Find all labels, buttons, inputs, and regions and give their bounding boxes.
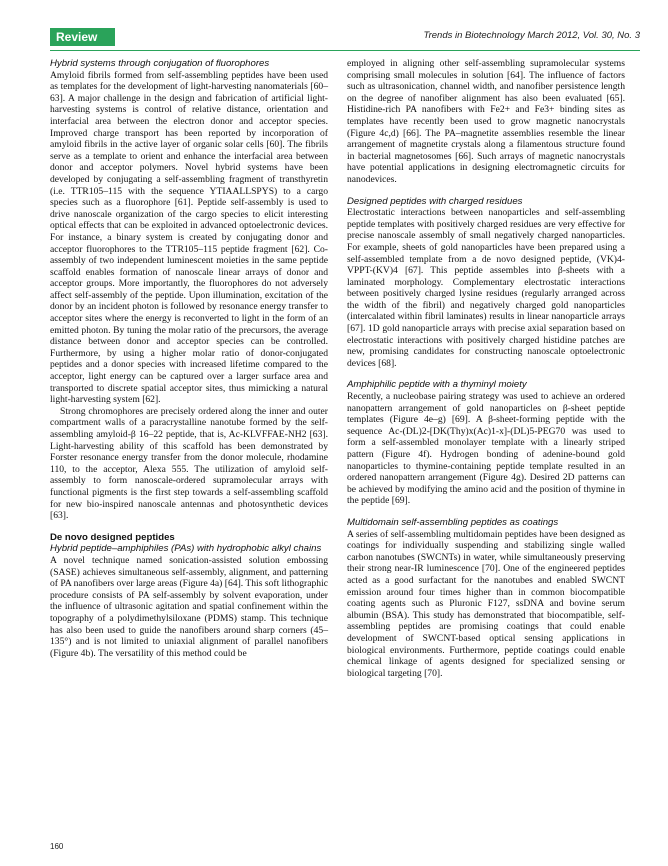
header-rule — [50, 50, 640, 51]
journal-running-head: Trends in Biotechnology March 2012, Vol. 30, No. 3 — [423, 30, 640, 41]
spacer — [347, 507, 625, 517]
paragraph: Recently, a nucleobase pairing strategy was used to achieve an ordered nanopattern arrangement of gold nanoparticles on β-sheet peptide templates (Figure 4e–g) [69]. A β-sheet-forming peptide with the sequence Ac-(DL)2-[DK(Thy)x(Ac)1-x]-(DL)5-PEG70 was used to form a self-assembled monolayer template with a linearly striped pattern (Figure 4f). Hydrogen bonding of adenine-bound gold nanoparticles to thymine-containing peptide template resulted in an ordered nanopattern arrangement (Figure 4g). Desired 2D patterns can be achieved by modifying the amino acid and the position of thymine in the peptide [69]. — [347, 391, 625, 507]
heading-hybrid-pa: Hybrid peptide–amphiphiles (PAs) with hydrophobic alkyl chains — [50, 543, 322, 555]
paragraph: Strong chromophores are precisely ordered along the inner and outer compartment walls of a paracrystalline nanotube formed by the self-assembling amyloid-β 16–22 peptide, that is, Ac-KLVFFAE-NH2 [63]. Light-harvesting ability of this scaffold has been demonstrated by Forster resonance energy transfer from the donor molecule, rhodamine 110, to the acceptor, Alexa 555. The utilization of amyloid self-assembly to form nanoscale-ordered supramolecular arrays with functional pigments is the first step towards a self-assembling scaffold for new bio-inspired nanoscale antennas and photosynthetic devices [63]. — [50, 405, 328, 522]
left-column — [50, 58, 328, 659]
paragraph: Electrostatic interactions between nanoparticles and self-assembling peptide templates with positively charged residues are very effective for precise nanoscale assembly of small negatively charged nanoparticles. For example, sheets of gold nanoparticles have been prepared using a self-assembled template from a de novo designed peptide, (VK)4-VPPT-(KV)4 [67]. This peptide assembles into β-sheets with a laminated morphology. Complementary electrostatic interactions between positively charged lysine residues (regularly arranged across the width of the fibril) and negatively charged gold nanoparticles (intercalated within fibril laminates) results in linear nanoparticle arrays [67]. 1D gold nanoparticle arrays with precise axial separation based on electrostatic interactions with positively charged histidine patches are new, promising candidates for constructing nanoscale optoelectronic devices [68]. — [347, 207, 625, 369]
paragraph: A series of self-assembling multidomain peptides have been designed as coatings for individually suspending and stabilizing single walled carbon nanotubes (SWCNTs) in water, while simultaneously preserving their strong near-IR luminescence [70]. One of the engineered peptides acted as a good surfactant for the nanotubes and enabled SWCNT emission around four times higher than in common biocompatible coating agents such as Pluronic F127, ssDNA and bovine serum albumin (BSA). This study has demonstrated that biocompatible, self-assembling peptides are promising coatings that could enable development of SWCNT-based optical sensing applications in biological environments. Furthermore, peptide coatings could enable chemical linkage of agents designed for specialized sensing or biological targeting [70]. — [347, 528, 625, 679]
heading-thyminyl: Amphiphilic peptide with a thyminyl moiety — [347, 379, 527, 391]
heading-charged-residues: Designed peptides with charged residues — [347, 195, 523, 207]
right-column — [347, 58, 625, 679]
spacer — [347, 369, 625, 379]
page-number: 160 — [50, 842, 64, 851]
spacer — [50, 522, 328, 532]
heading-hybrid-systems: Hybrid systems through conjugation of fluorophores — [50, 58, 270, 69]
spacer — [347, 186, 625, 196]
section-heading-de-novo: De novo designed peptides — [50, 531, 175, 543]
paragraph: A novel technique named sonication-assisted solution embossing (SASE) achieves simultaneous self-assembly, alignment, and patterning of PA nanofibers over large areas (Figure 4a) [64]. This soft lithographic procedure consists of PA self-assembly by solvent evaporation, under the influence of ultrasonic agitation and spatial confinement within the topography of a polydimethylsiloxane (PDMS) stamp. This technique has also been used to guide the nanofibers around sharp corners (45–135°) and is not limited to uniaxial alignment of parallel nanofibers (Figure 4b). The versatility of this method could be — [50, 554, 328, 659]
paragraph: Amyloid fibrils formed from self-assembling peptides have been used as templates for the development of light-harvesting nanomaterials [60–63]. A major challenge in the design and fabrication of artificial light-harvesting systems is control of relative distance, orientation and interfacial area between the electron donor and acceptor species. Improved charge transport has been reported by incorporation of amyloid fibrils in the active layer of organic solar cells [60]. The fibrils serve as a template to orient and enhance the interfacial area between donor and acceptor polymers. Novel hybrid systems have been developed by conjugating a self-assembling fragment of transthyretin (i.e. TTR105–115 with the sequence YTIAALLSPYS) to a cargo species such as a fluorophore [61]. Peptide self-assembly is used to drive nanoscale organization of the cargo species to elicit interesting optical effects that can be exploited in advanced optoelectronic devices. For instance, a binary system is created by conjugating donor and acceptor fluorophores to the TTR105–115 peptide fragment [62]. Co-assembly of two independent luminescent moieties in the same peptide scaffold enables formation of nanoscale linear arrays of donor and acceptor groups. More importantly, the fluorophores do not adversely affect self-assembly of the peptide. Upon illumination, excitation of the donor by an incident photon is followed by resonance energy transfer to acceptor sites where the energy is reconverted to light in the form of an emitted photon. By tuning the molar ratio of the precursors, the average distance between donor and acceptor species can be controlled. Furthermore, by using a higher molar ratio of donor-conjugated peptides and a donor species with increased lifetime compared to the acceptor, light energy can be captured over a larger surface area and transported to discrete spatial acceptor sites, thus mimicking a natural light-harvesting system [62]. — [50, 69, 328, 406]
section-badge: Review — [50, 28, 115, 46]
page-header — [50, 28, 640, 46]
heading-multidomain: Multidomain self-assembling peptides as coatings — [347, 516, 559, 528]
paragraph: employed in aligning other self-assembling supramolecular systems comprising small molecules in solution [64]. The influence of factors such as ultrasonication, channel width, and nanofiber persistence length on the degree of nanofiber alignment has also been evaluated [65]. Histidine-rich PA nanofibers with Fe2+ and Fe3+ binding sites as templates have recently been used to grow magnetic nanocrystals (Figure 4c,d) [66]. The PA–magnetite assemblies resemble the linear arrangement of magnetite crystals along a filamentous structure found in bacterial magnetosomes [66]. Such arrays of magnetic nanocrystals have potential applications in designing electromagnetic circuits for nanodevices. — [347, 58, 625, 185]
